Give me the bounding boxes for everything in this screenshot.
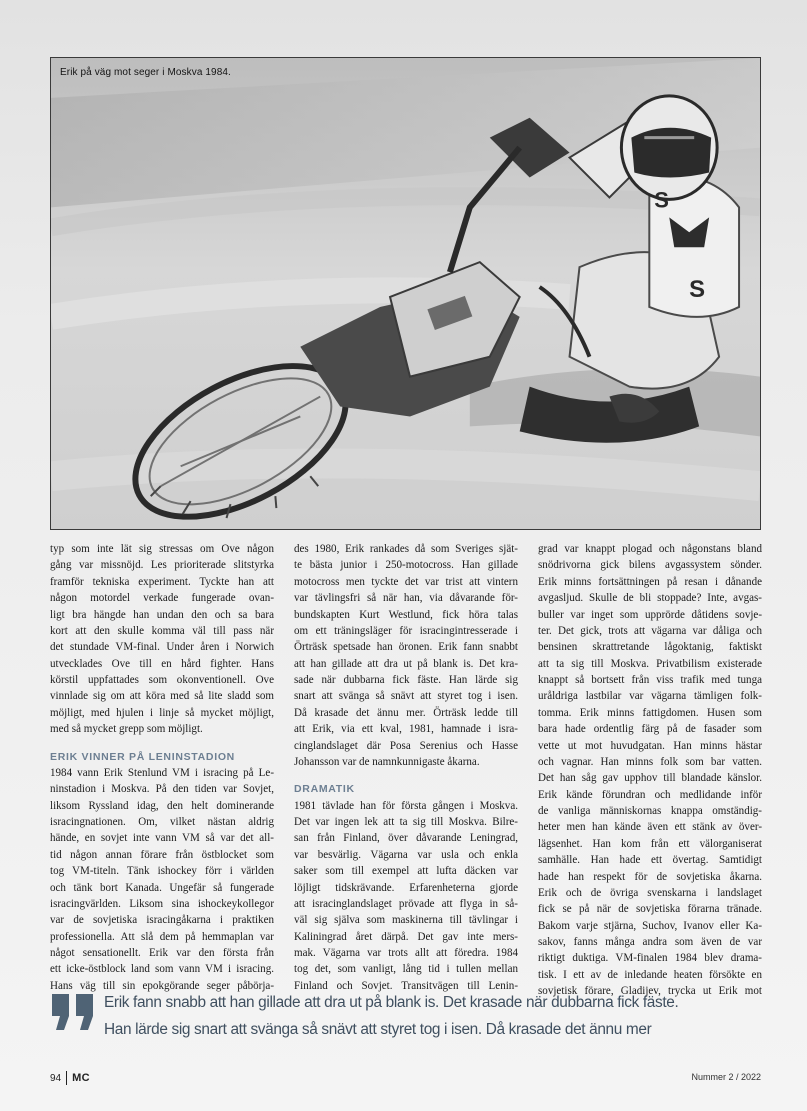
text-line: utvecklades Ove till en hård fighter. Hans (50, 657, 274, 670)
text-line: mak. Vägarna var trots allt att föredra. 1984 (294, 947, 518, 959)
text-line: löjligt tidskrävande. Erfarenheterna gjorde (294, 881, 518, 894)
text-line: fick se på när de sovjetiska förarna tränade. (538, 903, 762, 916)
text-line: var besvärlig. Vägarna var usla och enkla (294, 848, 518, 861)
text-line: kort att den skulle komma väl till pass när (50, 624, 274, 637)
section-heading: DRAMATIK (294, 783, 355, 796)
pull-quote-line-2: Han lärde sig snart att svänga så snävt att styret tog i isen. Då krasade det ännu mer (104, 1021, 652, 1038)
pull-quote-line-1: Erik fann snabb att han gillade att dra ut på blank is. Det krasade när dubbarna fick fäste. (104, 994, 679, 1011)
text-line: ligt bra hängde han undan den och sa bara (50, 608, 274, 621)
text-line: de vanliga människornas knappa omständig- (538, 805, 762, 817)
text-line: avgasljud. Skulle de bli stoppade? Inte, avgas- (538, 592, 762, 605)
text-line: Finland och Sovjet. Transitvägen till Lenin- (294, 979, 518, 992)
section-heading: ERIK VINNER PÅ LENINSTADION (50, 750, 235, 763)
text-line: Erik och de övriga svenskarna i landslaget (538, 886, 762, 899)
text-line: ninstadion i Moskva. På den tiden var Sovjet, (50, 783, 274, 796)
text-line: Kaliningrad året därpå. Det gav inte mers- (294, 930, 518, 943)
text-line: det stundade VM-final. Under åren i Norwich (50, 641, 274, 654)
text-line: san från Finland, över dåvarande Leningrad, (294, 832, 518, 845)
text-line: sade när dubbarna fick fäste. Han lärde sig (294, 674, 518, 686)
text-line: sovjetisk förare, Gladijev, trycka ut Erik mot (538, 985, 762, 998)
text-line: någon motordel verkade fungerade ovan- (50, 592, 274, 605)
ice-racing-photo (50, 57, 761, 530)
text-line: tog det, som vanligt, lång tid i tullen mellan (294, 963, 518, 976)
text-line: något sensationellt. Erik var den första från (50, 947, 274, 959)
text-line: var de sovjetiska isracingåkarna i praktiken (50, 914, 274, 927)
text-line: Då krasade det ännu mer. Örträsk ledde till (294, 706, 518, 719)
text-line: cinglandslaget där Posa Serenius och Hasse (294, 739, 518, 752)
body-paragraph (294, 798, 518, 995)
text-line: ter. Det gick, trots att vägarna var dåliga och (538, 624, 762, 637)
svg-text:S: S (689, 276, 706, 303)
text-line: och vagnar. Han minns folk som bar vatten. (538, 755, 762, 768)
text-line: bundskapten Kurt Westlund, fick höra talas (294, 608, 518, 621)
text-line: tog VM-titeln. Tänk ishockey förr i världen (50, 865, 274, 878)
text-line: väl sig själva som maskinerna till tävlingar i (294, 914, 518, 927)
text-line: hände, en sovjet inte vann VM så var det all- (50, 832, 274, 845)
body-paragraph (538, 541, 762, 1000)
issue-label: Nummer 2 / 2022 (691, 1072, 761, 1082)
text-line: bensinen skrattretande lågoktanig, faktiskt (538, 641, 762, 654)
text-line: vinnlade sig om att köra med så lite sladd som (50, 690, 274, 703)
text-line: knappt så bortsett från viss trafik med tunga (538, 674, 762, 686)
text-line: Hans väg till sin epokgörande seger påbörja- (50, 979, 274, 992)
text-line: Erik minns fortsättningen på resan i dånande (538, 575, 762, 588)
text-line: om ett träningsläger för isracingintresserade i (294, 624, 518, 637)
text-line: tomma. Erik minns fattigdomen. Husen som (538, 706, 762, 719)
text-line: liksom Ryssland idag, den helt dominerande (50, 799, 274, 812)
text-line: riktigt duktiga. VM-finalen 1984 blev drama- (538, 952, 762, 965)
text-line: och tänk bort Kanada. Ungefär så fungerade (50, 881, 274, 894)
text-line: tid någon annan förare från östblocket som (50, 848, 274, 861)
text-line: bara hade ordentlig färg på de fasader som (538, 723, 762, 736)
text-line: gång var missnöjd. Les prioriterade slitstyrka (50, 559, 274, 572)
quote-mark-icon (50, 992, 96, 1032)
magazine-logo: MC (72, 1072, 90, 1084)
text-line: saker som till exempel att lufta däcken var (294, 865, 518, 878)
text-line: körstil uppfattades som okonventionell. Ove (50, 674, 274, 686)
text-line: vette ut mot huvudgatan. Han minns hästar (538, 739, 762, 752)
text-line: Johansson var de namnkunnigaste åkarna. (294, 755, 480, 768)
body-paragraph (50, 541, 274, 738)
text-line: buller var inget som upprörde dåtidens sovje- (538, 608, 762, 621)
text-line: isracingvärlden. Liksom sina ishockeykollegor (50, 897, 274, 910)
text-line: professionella. Att slå dem på hemmaplan var (50, 930, 274, 943)
text-line: te bästa junior i 250-motocross. Han gillade (294, 559, 518, 572)
text-line: tisk. I ett av de inledande heaten försökte en (538, 968, 762, 981)
footer-left (50, 1070, 90, 1086)
text-line: att han gillade att dra ut på blank is. Det kra- (294, 657, 518, 670)
pull-quote (50, 989, 761, 1049)
page-number: 94 (50, 1072, 62, 1084)
text-line: lägsenhet. Han kom från ett välorganiserat (538, 837, 762, 850)
text-line: Det han såg gav upphov till blandade känslor. (538, 772, 762, 785)
text-line: möjligt, med hjulen i linje så mycket möjligt, (50, 706, 274, 719)
text-line: var tävlingsfri så när han, via dåvarande för- (294, 592, 518, 605)
footer-divider (66, 1071, 67, 1085)
text-line: snart att svänga så snävt att styret tog i isen. (294, 690, 518, 703)
text-line: des 1980, Erik rankades då som Sveriges sjät- (294, 543, 518, 555)
text-column-2 (294, 541, 518, 994)
photo-caption: Erik på väg mot seger i Moskva 1984. (60, 67, 231, 78)
text-line: heter men han kände även ett stänk av över- (538, 821, 762, 834)
text-line: framför tekniska experiment. Tyckte han att (50, 575, 274, 588)
text-line: motocross men tyckte det var trist att vintern (294, 575, 518, 588)
svg-text:S: S (654, 187, 669, 213)
text-line: isracingnationen. Om, vilket nästan aldrig (50, 816, 274, 828)
text-line: ett icke-östblock land som vann VM i isracing. (50, 963, 274, 976)
text-line: med så mycket grepp som möjligt. (50, 723, 203, 736)
text-line: Bakom varje stjärna, Suchov, Ivanov eller Ka- (538, 919, 762, 932)
text-line: typ som inte lät sig stressas om Ove någon (50, 543, 274, 555)
text-line: grad var knappt plogad och någonstans bland (538, 543, 762, 555)
text-line: att isracinglandslaget prövade att flyga in så- (294, 897, 518, 910)
text-line: att ta sig till Moskva. Privatbilism existerade (538, 657, 762, 670)
text-line: hade han respekt för de sovjetiska åkarna. (538, 870, 762, 883)
pull-quote-text (104, 989, 678, 1043)
text-line: uråldriga lastbilar var vägarna tämligen folk- (538, 690, 762, 703)
body-paragraph (294, 541, 518, 770)
text-line: snödrivorna gick bilens avgassystem sönder. (538, 559, 762, 572)
text-line: samhälle. Han hade ett övertag. Samtidigt (538, 854, 762, 867)
text-line: Örträsk spetsade han öronen. Erik fann snabbt (294, 641, 518, 654)
text-line: sakov, fanns många andra som även de var (538, 936, 762, 948)
text-line: Erik kände förundran och medlidande inför (538, 788, 762, 801)
text-line: 1984 vann Erik Stenlund VM i isracing på Le- (50, 766, 274, 779)
text-line: att Erik, via ett kval, 1981, hamnade i isra- (294, 723, 518, 736)
text-line: Det var ingen lek att ta sig till Moskva. Bilre- (294, 816, 518, 828)
text-line: 1981 tävlade han för första gången i Moskva. (294, 799, 518, 812)
body-paragraph (50, 765, 274, 994)
text-column-3 (538, 541, 762, 1000)
rider-illustration (51, 58, 760, 529)
text-column-1 (50, 541, 274, 994)
